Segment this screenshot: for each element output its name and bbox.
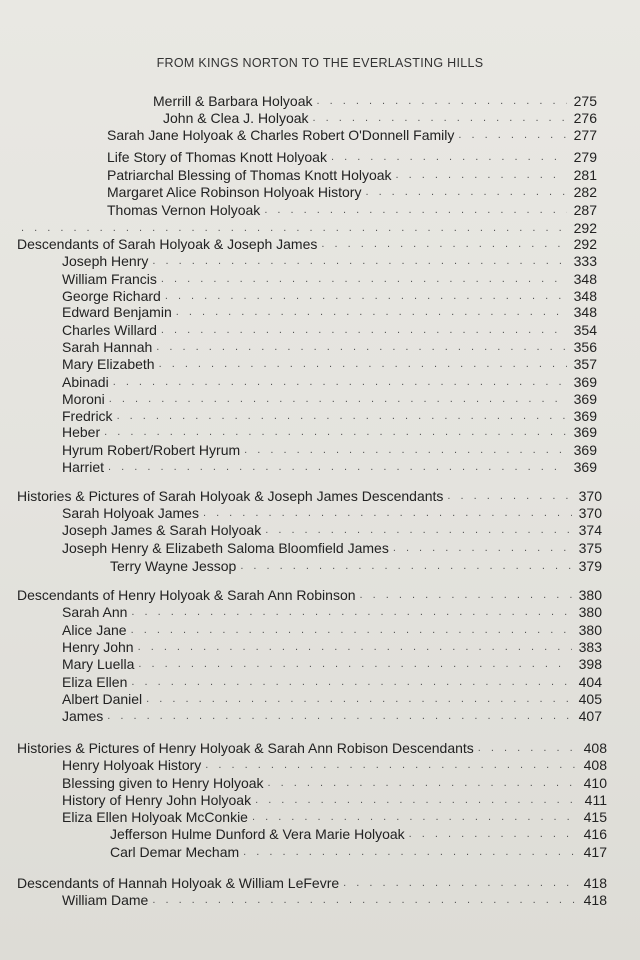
toc-entry-title: Merrill & Barbara Holyoak bbox=[153, 93, 313, 109]
toc-page-number: 281 bbox=[573, 167, 597, 183]
toc-page-number: 398 bbox=[578, 656, 602, 672]
toc-entry bbox=[17, 740, 607, 757]
toc-entry-title: Harriet bbox=[62, 459, 105, 475]
toc-entry bbox=[17, 875, 607, 892]
toc-entry-title: Henry John bbox=[62, 639, 134, 655]
toc-entry bbox=[107, 149, 597, 166]
dot-leader bbox=[393, 540, 572, 557]
toc-entry bbox=[62, 271, 597, 288]
toc-page-number: 333 bbox=[573, 253, 597, 269]
toc-entry-title: Eliza Ellen bbox=[62, 674, 128, 690]
dot-leader bbox=[396, 167, 567, 184]
toc-entry-title: Moroni bbox=[62, 391, 105, 407]
dot-leader bbox=[458, 127, 567, 144]
toc-page-number: 417 bbox=[583, 844, 607, 860]
toc-entry bbox=[107, 127, 597, 144]
toc-page-number: 357 bbox=[573, 356, 597, 372]
toc-page-number: 418 bbox=[583, 892, 607, 908]
toc-entry bbox=[107, 167, 597, 184]
toc-entry bbox=[62, 304, 597, 321]
dot-leader bbox=[265, 522, 572, 539]
toc-entry-title: Margaret Alice Robinson Holyoak History bbox=[107, 184, 362, 200]
toc-entry bbox=[62, 391, 597, 408]
dot-leader bbox=[104, 424, 567, 441]
toc-page-number: 415 bbox=[583, 809, 607, 825]
toc-page-number: 369 bbox=[573, 424, 597, 440]
dot-leader bbox=[264, 202, 567, 219]
toc-entry bbox=[62, 691, 602, 708]
toc-entry-title: Joseph Henry & Elizabeth Saloma Bloomfield James bbox=[62, 540, 389, 556]
dot-leader bbox=[152, 253, 567, 270]
dot-leader bbox=[21, 220, 567, 237]
dot-leader bbox=[331, 149, 567, 166]
dot-leader bbox=[252, 809, 577, 826]
toc-entry bbox=[153, 93, 597, 110]
toc-entry bbox=[62, 408, 597, 425]
toc-page-number: 369 bbox=[573, 442, 597, 458]
dot-leader bbox=[268, 775, 577, 792]
dot-leader bbox=[243, 844, 577, 861]
toc-entry-title: Joseph Henry bbox=[62, 253, 149, 269]
dot-leader bbox=[360, 587, 572, 604]
toc-entry bbox=[62, 674, 602, 691]
toc-entry bbox=[62, 374, 597, 391]
toc-entry bbox=[62, 604, 602, 621]
toc-entry bbox=[62, 356, 597, 373]
toc-entry-title: Blessing given to Henry Holyoak bbox=[62, 775, 264, 791]
toc-page-number: 354 bbox=[573, 322, 597, 338]
running-header: FROM KINGS NORTON TO THE EVERLASTING HILLS bbox=[156, 56, 484, 70]
toc-entry-title: Life Story of Thomas Knott Holyoak bbox=[107, 149, 327, 165]
toc-entry-title: William Francis bbox=[62, 271, 157, 287]
toc-entry bbox=[62, 775, 607, 792]
dot-leader bbox=[244, 442, 567, 459]
toc-entry-title: Hyrum Robert/Robert Hyrum bbox=[62, 442, 241, 458]
toc-entry bbox=[62, 622, 602, 639]
toc-page-number: 375 bbox=[578, 540, 602, 556]
toc-entry bbox=[62, 339, 597, 356]
toc-entry-title: James bbox=[62, 708, 104, 724]
toc-entry bbox=[62, 708, 602, 725]
toc-page-number: 380 bbox=[578, 604, 602, 620]
dot-leader bbox=[255, 792, 577, 809]
toc-page-number: 348 bbox=[573, 288, 597, 304]
toc-entry-title: Fredrick bbox=[62, 408, 113, 424]
toc-entry-title: Charles Willard bbox=[62, 322, 157, 338]
toc-entry bbox=[62, 424, 597, 441]
dot-leader bbox=[203, 505, 572, 522]
toc-entry bbox=[62, 792, 607, 809]
toc-entry bbox=[110, 826, 607, 843]
toc-entry-title: Sarah Jane Holyoak & Charles Robert O'Donnell Family bbox=[107, 127, 455, 143]
toc-entry-title: Sarah Hannah bbox=[62, 339, 153, 355]
dot-leader bbox=[113, 374, 567, 391]
toc-entry-title: Terry Wayne Jessop bbox=[110, 558, 237, 574]
dot-leader bbox=[409, 826, 577, 843]
toc-entry-title: Patriarchal Blessing of Thomas Knott Holyoak bbox=[107, 167, 392, 183]
toc-page-number: 356 bbox=[573, 339, 597, 355]
dot-leader bbox=[365, 184, 567, 201]
toc-entry-title: Eliza Ellen Holyoak McConkie bbox=[62, 809, 248, 825]
dot-leader bbox=[205, 757, 577, 774]
dot-leader bbox=[161, 322, 567, 339]
toc-page-number: 404 bbox=[578, 674, 602, 690]
toc-entry bbox=[62, 288, 597, 305]
dot-leader bbox=[138, 639, 572, 656]
toc-page-number: 292 bbox=[573, 220, 597, 236]
dot-leader bbox=[152, 892, 577, 909]
toc-page-number: 370 bbox=[578, 488, 602, 504]
toc-entry-title: Joseph James & Sarah Holyoak bbox=[62, 522, 262, 538]
toc-entry-title: Sarah Holyoak James bbox=[62, 505, 199, 521]
dot-leader bbox=[146, 691, 572, 708]
toc-entry bbox=[107, 184, 597, 201]
toc-entry bbox=[62, 656, 602, 673]
toc-page-number: 369 bbox=[573, 408, 597, 424]
dot-leader bbox=[117, 408, 567, 425]
toc-page-number: 410 bbox=[583, 775, 607, 791]
dot-leader bbox=[161, 271, 567, 288]
toc-entry bbox=[62, 540, 602, 557]
toc-entry-title: Descendants of Hannah Holyoak & William LeFevre bbox=[17, 875, 340, 891]
toc-page-number: 369 bbox=[573, 459, 597, 475]
toc-entry bbox=[62, 639, 602, 656]
toc-page-number: 418 bbox=[583, 875, 607, 891]
toc-entry bbox=[17, 587, 602, 604]
toc-page-number: 408 bbox=[583, 757, 607, 773]
toc-entry bbox=[110, 558, 602, 575]
toc-entry bbox=[62, 809, 607, 826]
toc-entry bbox=[17, 488, 602, 505]
toc-page-number: 369 bbox=[573, 391, 597, 407]
toc-page-number: 348 bbox=[573, 304, 597, 320]
toc-entry bbox=[110, 844, 607, 861]
dot-leader bbox=[176, 304, 567, 321]
toc-entry bbox=[62, 253, 597, 270]
toc-page-number: 370 bbox=[578, 505, 602, 521]
toc-entry-title: Descendants of Sarah Holyoak & Joseph James bbox=[17, 236, 318, 252]
dot-leader bbox=[108, 459, 567, 476]
dot-leader bbox=[317, 93, 568, 110]
dot-leader bbox=[156, 339, 567, 356]
toc-entry bbox=[62, 522, 602, 539]
toc-entry-title: Histories & Pictures of Sarah Holyoak & Joseph James Descendants bbox=[17, 488, 444, 504]
dot-leader bbox=[343, 875, 577, 892]
dot-leader bbox=[478, 740, 577, 757]
toc-page-number: 407 bbox=[578, 708, 602, 724]
toc-entry-title: William Dame bbox=[62, 892, 149, 908]
toc-entry-title: Sarah Ann bbox=[62, 604, 128, 620]
toc-entry bbox=[62, 757, 607, 774]
toc-page-number: 374 bbox=[578, 522, 602, 538]
dot-leader bbox=[165, 288, 567, 305]
dot-leader bbox=[107, 708, 572, 725]
dot-leader bbox=[109, 391, 567, 408]
toc-page-number: 292 bbox=[573, 236, 597, 252]
toc-entry-title: Carl Demar Mecham bbox=[110, 844, 240, 860]
dot-leader bbox=[240, 558, 572, 575]
toc-entry-title: Jefferson Hulme Dunford & Vera Marie Holyoak bbox=[110, 826, 405, 842]
dot-leader bbox=[313, 110, 567, 127]
toc-entry-title: Albert Daniel bbox=[62, 691, 143, 707]
toc-page-number: 383 bbox=[578, 639, 602, 655]
toc-entry-title: Henry Holyoak History bbox=[62, 757, 202, 773]
toc-page-number: 275 bbox=[573, 93, 597, 109]
toc-page-number: 369 bbox=[573, 374, 597, 390]
toc-entry-title: John & Clea J. Holyoak bbox=[163, 110, 309, 126]
toc-entry bbox=[62, 892, 607, 909]
toc-entry-title: Alice Jane bbox=[62, 622, 127, 638]
toc-page-number: 287 bbox=[573, 202, 597, 218]
toc-page-number: 379 bbox=[578, 558, 602, 574]
dot-leader bbox=[447, 488, 572, 505]
dot-leader bbox=[131, 622, 572, 639]
dot-leader bbox=[131, 674, 572, 691]
dot-leader bbox=[321, 236, 567, 253]
toc-page-number: 408 bbox=[583, 740, 607, 756]
toc-entry-title: Histories & Pictures of Henry Holyoak & Sarah Ann Robison Descendants bbox=[17, 740, 474, 756]
toc-entry-title: Abinadi bbox=[62, 374, 109, 390]
toc-page-number: 279 bbox=[573, 149, 597, 165]
toc-page-number: 416 bbox=[583, 826, 607, 842]
toc-page-number: 282 bbox=[573, 184, 597, 200]
toc-page-number: 405 bbox=[578, 691, 602, 707]
dot-leader bbox=[159, 356, 567, 373]
toc-page-number: 348 bbox=[573, 271, 597, 287]
toc-entry-title: History of Henry John Holyoak bbox=[62, 792, 252, 808]
toc-page-number: 380 bbox=[578, 622, 602, 638]
toc-entry-title: Mary Luella bbox=[62, 656, 135, 672]
toc-entry bbox=[62, 442, 597, 459]
toc-entry bbox=[62, 459, 597, 476]
toc-entry-title: Descendants of Henry Holyoak & Sarah Ann Robinson bbox=[17, 587, 356, 603]
toc-page-number: 276 bbox=[573, 110, 597, 126]
toc-entry bbox=[62, 322, 597, 339]
toc-entry-title: George Richard bbox=[62, 288, 161, 304]
toc-page-number: 411 bbox=[584, 792, 607, 808]
dot-leader bbox=[131, 604, 572, 621]
toc-entry-title: Mary Elizabeth bbox=[62, 356, 155, 372]
dot-leader bbox=[138, 656, 572, 673]
toc-entry-title: Heber bbox=[62, 424, 101, 440]
toc-entry-title: Edward Benjamin bbox=[62, 304, 172, 320]
toc-entry bbox=[62, 505, 602, 522]
toc-entry bbox=[17, 236, 597, 253]
toc-page-number: 277 bbox=[573, 127, 597, 143]
toc-entry bbox=[17, 220, 597, 237]
toc-entry bbox=[107, 202, 597, 219]
toc-entry bbox=[163, 110, 597, 127]
toc-page-number: 380 bbox=[578, 587, 602, 603]
toc-entry-title: Thomas Vernon Holyoak bbox=[107, 202, 261, 218]
